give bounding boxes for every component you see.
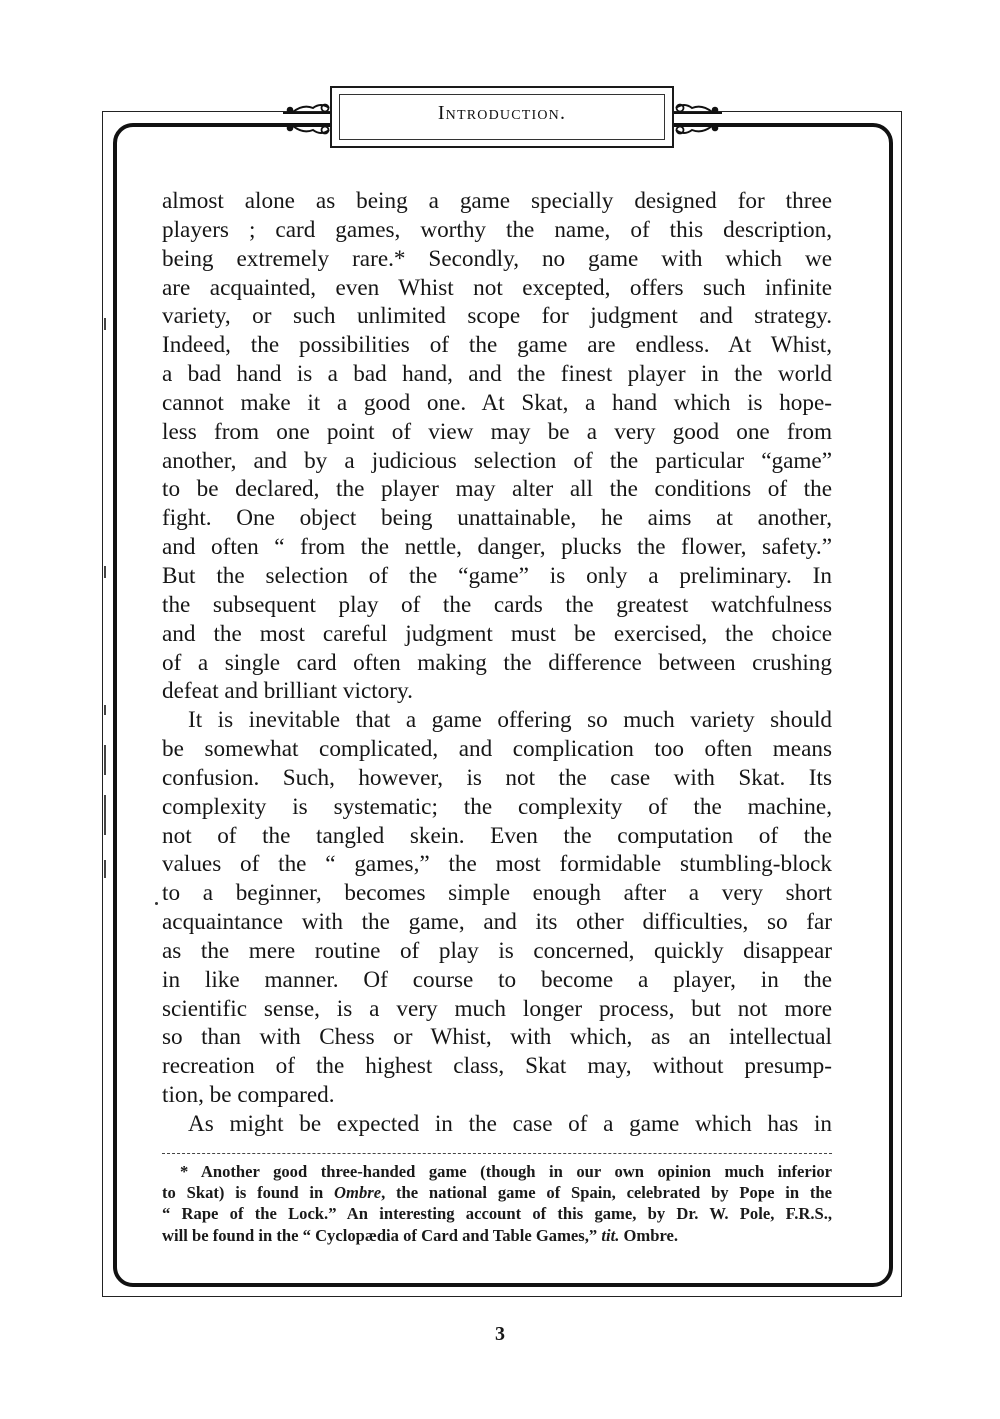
- text-line: variety, or such unlimited scope for judgment and strategy.: [162, 303, 832, 330]
- text-line: less from one point of view may be a very good one from: [162, 418, 832, 445]
- text-line: scientific sense, is a very much longer process, but not more: [162, 995, 832, 1022]
- footnote-text: , the national game of Spain, celebrated by Pope in the: [381, 1183, 832, 1203]
- running-header: [330, 86, 674, 148]
- text-line: values of the “ games,” the most formidable stumbling-block: [162, 851, 832, 878]
- footnote-text: Another good three-handed game (though in our own opinion much inferior: [200, 1162, 832, 1181]
- footnote-italic-abbrev: tit.: [601, 1225, 620, 1245]
- text-line: tion, be compared.: [162, 1082, 335, 1109]
- text-line: fight. One object being unattainable, he aims at another,: [162, 505, 832, 532]
- text-line: as the mere routine of play is concerned, quickly disappear: [162, 937, 832, 964]
- text-line: and the most careful judgment must be exercised, the choice: [162, 620, 832, 647]
- footnote-italic-title: Ombre: [334, 1183, 382, 1203]
- scan-margin-mark: [104, 318, 106, 330]
- text-line: confusion. Such, however, is not the case with Skat. Its: [162, 764, 832, 791]
- text-line: so than with Chess or Whist, with which, as an intellectual: [162, 1024, 832, 1051]
- footnote-text: Ombre.: [619, 1225, 679, 1245]
- paragraph-start-line: It is inevitable that a game offering so much variety should: [188, 707, 832, 734]
- scan-margin-mark: [104, 795, 106, 835]
- text-line: and often “ from the nettle, danger, plucks the flower, safety.”: [162, 534, 832, 561]
- scan-speck: [155, 902, 158, 905]
- text-line: players ; card games, worthy the name, of this description,: [162, 216, 832, 243]
- text-line: complexity is systematic; the complexity of the machine,: [162, 793, 832, 820]
- page-number: 3: [495, 1323, 505, 1345]
- text-line: not of the tangled skein. Even the computation of the: [162, 822, 832, 849]
- text-line: acquaintance with the game, and its other difficulties, so far: [162, 909, 832, 936]
- text-line: being extremely rare.* Secondly, no game with which we: [162, 245, 832, 272]
- footnote-line: [162, 1225, 832, 1246]
- footnote-text: will be found in the “ Cyclopædia of Card and Table Games,”: [162, 1225, 602, 1245]
- scan-margin-mark: [104, 745, 106, 775]
- text-line: cannot make it a good one. At Skat, a hand which is hope-: [162, 389, 832, 416]
- text-line: to a beginner, becomes simple enough after a very short: [162, 880, 832, 907]
- footnote: [162, 1161, 832, 1246]
- text-line: defeat and brilliant victory.: [162, 678, 413, 705]
- text-line: a bad hand is a bad hand, and the finest player in the world: [162, 361, 832, 388]
- text-line: another, and by a judicious selection of the particular “game”: [162, 447, 832, 474]
- text-line: almost alone as being a game specially designed for three: [162, 188, 832, 214]
- text-line: to be declared, the player may alter all the conditions of the: [162, 476, 832, 503]
- scan-margin-mark: [104, 566, 106, 578]
- paragraph-start-line: As might be expected in the case of a game which has in: [188, 1111, 832, 1137]
- text-line: are acquainted, even Whist not excepted, offers such infinite: [162, 274, 832, 301]
- footnote-text: to Skat) is found in: [162, 1183, 335, 1203]
- text-line: of a single card often making the difference between crushing: [162, 649, 832, 676]
- text-line: recreation of the highest class, Skat may, without presump-: [162, 1053, 832, 1080]
- scan-margin-mark: [104, 860, 106, 878]
- scroll-ornament-left-icon: [283, 100, 333, 140]
- scroll-ornament-right-icon: [672, 100, 722, 140]
- body-text: [162, 187, 832, 1139]
- footnote-separator: [162, 1153, 832, 1154]
- footnote-line: “ Rape of the Lock.” An interesting account of this game, by Dr. W. Pole, F.R.S.,: [162, 1204, 832, 1224]
- footnote-line: [162, 1161, 832, 1182]
- footnote-line: [162, 1182, 832, 1203]
- text-line: the subsequent play of the cards the greatest watchfulness: [162, 591, 832, 618]
- text-line: Indeed, the possibilities of the game are endless. At Whist,: [162, 332, 832, 359]
- footnote-marker: *: [180, 1162, 189, 1181]
- text-line: in like manner. Of course to become a player, in the: [162, 966, 832, 993]
- scan-margin-mark: [104, 705, 106, 715]
- text-line: be somewhat complicated, and complication too often means: [162, 736, 832, 763]
- running-header-title: Introduction.: [437, 102, 567, 124]
- text-line: But the selection of the “game” is only a preliminary. In: [162, 562, 832, 589]
